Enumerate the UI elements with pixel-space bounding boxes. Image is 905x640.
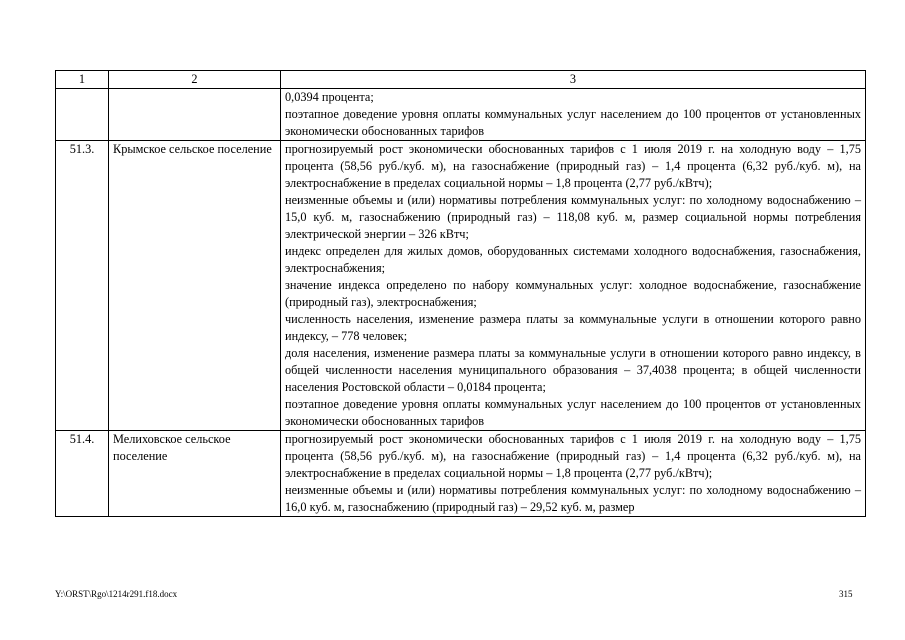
- description-cell: [281, 89, 866, 141]
- table-row: [56, 431, 866, 517]
- table-row: [56, 89, 866, 141]
- table-row: [56, 141, 866, 431]
- tariff-table: [55, 70, 866, 517]
- settlement-name-cell: Крымское сельское поселение: [109, 141, 281, 431]
- settlement-name-cell: [109, 89, 281, 141]
- description-paragraph: доля населения, изменение размера платы за коммунальные услуги в отношении которого равно индексу, в общей численности населения муниципального образования – 37,4038 процента; в общей численности населения Ростовской области – 0,0184 процента;: [285, 346, 861, 394]
- description-paragraph: 0,0394 процента;: [285, 90, 374, 104]
- page-number: 315: [839, 589, 853, 599]
- description-paragraph: индекс определен для жилых домов, оборудованных системами холодного водоснабжения, газоснабжения, электроснабжения;: [285, 244, 861, 275]
- row-number-cell: [56, 89, 109, 141]
- header-cell-3: 3: [281, 71, 866, 89]
- description-paragraph: численность населения, изменение размера платы за коммунальные услуги в отношении которого равно индексу, – 778 человек;: [285, 312, 861, 343]
- description-paragraph: значение индекса определено по набору коммунальных услуг: холодное водоснабжение, газоснабжение (природный газ), электроснабжения;: [285, 278, 861, 309]
- row-number-cell: 51.4.: [56, 431, 109, 517]
- header-cell-1: 1: [56, 71, 109, 89]
- settlement-name-cell: Мелиховское сельское поселение: [109, 431, 281, 517]
- description-paragraph: неизменные объемы и (или) нормативы потребления коммунальных услуг: по холодному водоснабжению – 15,0 куб. м, газоснабжению (природный газ) – 118,08 куб. м, размер социальной нормы потребления электрической энергии – 326 кВтч;: [285, 193, 861, 241]
- header-cell-2: 2: [109, 71, 281, 89]
- description-paragraph: поэтапное доведение уровня оплаты коммунальных услуг населением до 100 процентов от установленных экономически обоснованных тарифов: [285, 397, 861, 428]
- description-paragraph: прогнозируемый рост экономически обоснованных тарифов с 1 июля 2019 г. на холодную воду – 1,75 процента (58,56 руб./куб. м), на газоснабжение (природный газ) – 1,4 процента (6,32 руб./куб. м), на электроснабжение в пределах социальной нормы – 1,8 процента (2,77 руб./кВтч);: [285, 432, 861, 480]
- description-cell: [281, 141, 866, 431]
- table-header-row: [56, 71, 866, 89]
- description-cell: [281, 431, 866, 517]
- document-path: Y:\ORST\Rgo\1214r291.f18.docx: [55, 589, 178, 599]
- description-paragraph: неизменные объемы и (или) нормативы потребления коммунальных услуг: по холодному водоснабжению – 16,0 куб. м, газоснабжению (природный газ) – 29,52 куб. м, размер: [285, 483, 861, 514]
- description-paragraph: поэтапное доведение уровня оплаты коммунальных услуг населением до 100 процентов от установленных экономически обоснованных тарифов: [285, 107, 861, 138]
- row-number-cell: 51.3.: [56, 141, 109, 431]
- description-paragraph: прогнозируемый рост экономически обоснованных тарифов с 1 июля 2019 г. на холодную воду – 1,75 процента (58,56 руб./куб. м), на газоснабжение (природный газ) – 1,4 процента (6,32 руб./куб. м), на электроснабжение в пределах социальной нормы – 1,8 процента (2,77 руб./кВтч);: [285, 142, 861, 190]
